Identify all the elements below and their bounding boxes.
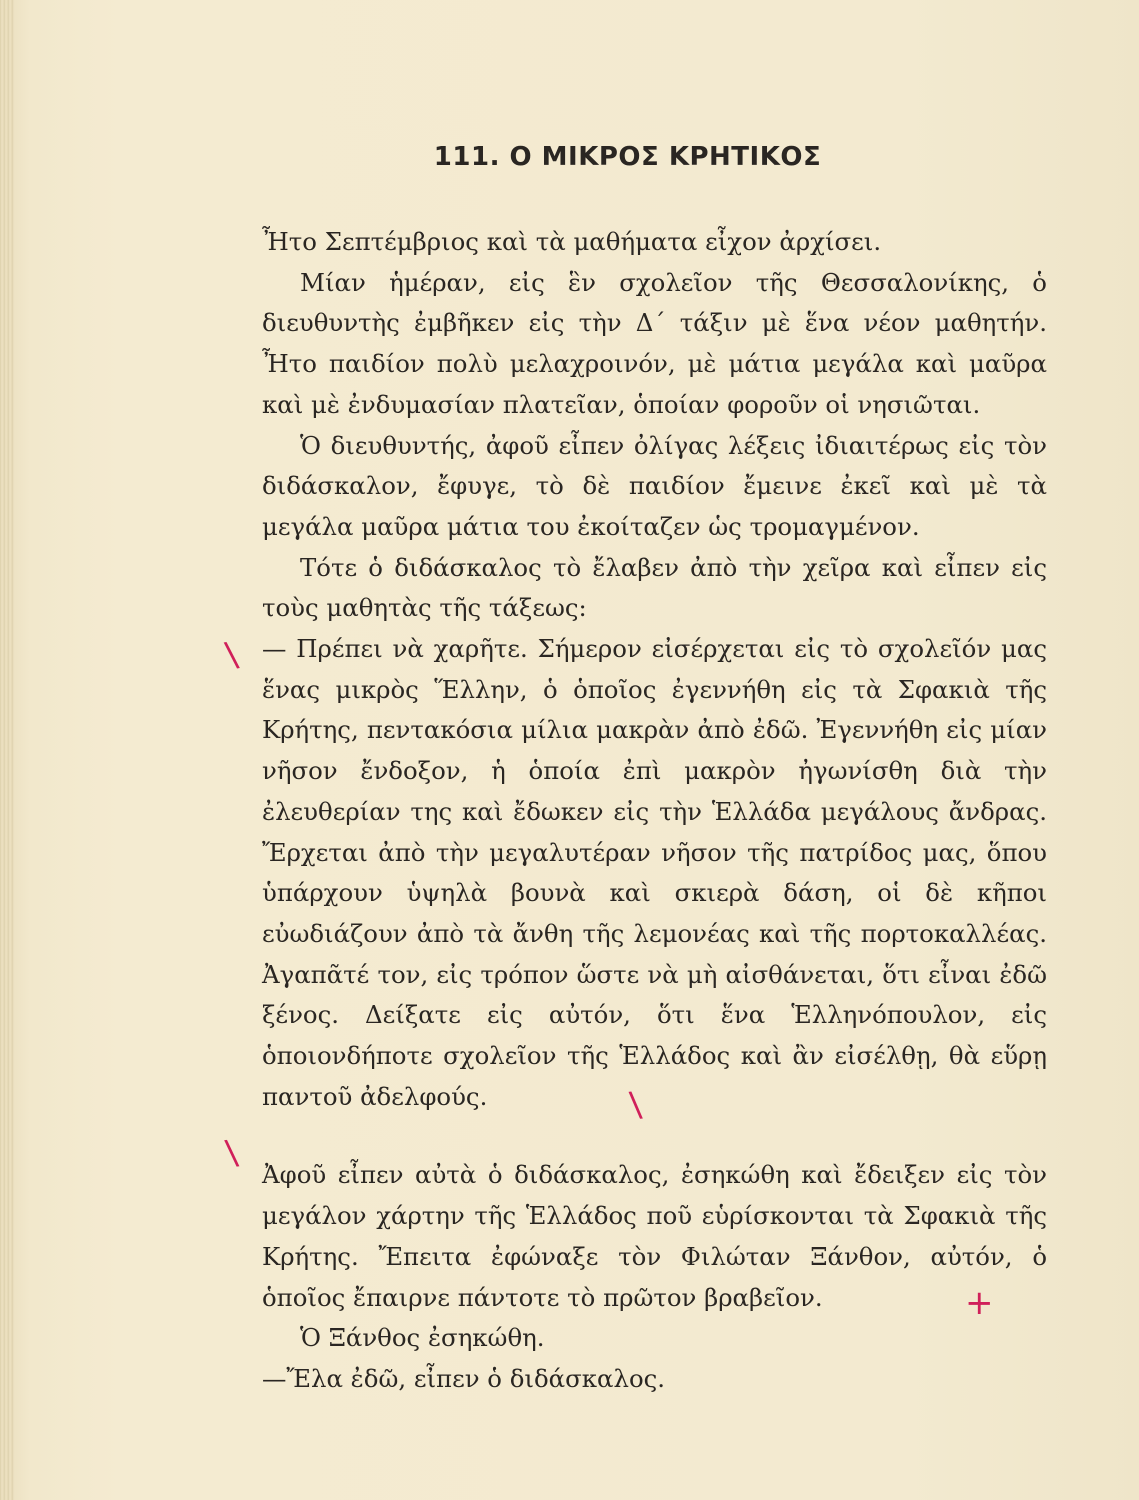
handwritten-mark-paragraph: \	[223, 1132, 241, 1174]
paragraph-8: —Ἔλα ἐδῶ, εἶπεν ὁ διδάσκαλος.	[262, 1363, 666, 1393]
page-edge-shadow	[0, 0, 14, 1500]
chapter-text	[262, 222, 1047, 1400]
paragraph-1: Ἦτο Σεπτέμβριος καὶ τὰ μαθήματα εἶχον ἀρχίσει.	[262, 227, 882, 256]
handwritten-mark-end-speech: \	[627, 1084, 644, 1126]
paragraph-2: Μίαν ἡμέραν, εἰς ἓν σχολεῖον τῆς Θεσσαλονίκης, ὁ διευθυντὴς ἐμβῆκεν εἰς τὴν Δ΄ τάξιν μὲ ἕνα νέον μαθητήν. Ἦτο παιδίον πολὺ μελαχροινόν, μὲ μάτια μεγάλα καὶ μαῦρα καὶ μὲ ἐνδυμασίαν πλατεῖαν, ὁποίαν φοροῦν οἱ νησιῶται.	[262, 267, 1047, 419]
paragraph-4: Τότε ὁ διδάσκαλος τὸ ἔλαβεν ἀπὸ τὴν χεῖρα καὶ εἶπεν εἰς τοὺς μαθητὰς τῆς τάξεως:	[262, 552, 1047, 623]
handwritten-cross-mark: +	[965, 1283, 994, 1323]
paragraph-6: Ἀφοῦ εἶπεν αὐτὰ ὁ διδάσκαλος, ἐσηκώθη καὶ ἔδειξεν εἰς τὸν μεγάλον χάρτην τῆς Ἑλλάδος ποῦ εὑρίσκονται τὰ Σφακιὰ τῆς Κρήτης. Ἔπειτα ἐφώναξε τὸν Φιλώταν Ξάνθον, αὐτόν, ὁ ὁποῖος ἔπαιρνε πάντοτε τὸ πρῶτον βραβεῖον.	[262, 1160, 1047, 1312]
chapter-heading: 111. Ο ΜΙΚΡΟΣ ΚΡΗΤΙΚΟΣ	[433, 142, 822, 172]
paragraph-5-speech: — Πρέπει νὰ χαρῆτε. Σήμερον εἰσέρχεται εἰς τὸ σχολεῖόν μας ἕνας μικρὸς Ἕλλην, ὁ ὁποῖος ἐγεννήθη εἰς τὰ Σφακιὰ τῆς Κρήτης, πεντακόσια μίλια μακρὰν ἀπὸ ἐδῶ. Ἐγεννήθη εἰς μίαν νῆσον ἔνδοξον, ἡ ὁποία ἐπὶ μακρὸν ἠγωνίσθη διὰ τὴν ἐλευθερίαν της καὶ ἔδωκεν εἰς τὴν Ἑλλάδα μεγάλους ἄνδρας. Ἔρχεται ἀπὸ τὴν μεγαλυτέραν νῆσον τῆς πατρίδος μας, ὅπου ὑπάρχουν ὑψηλὰ βουνὰ καὶ σκιερὰ δάση, οἱ δὲ κῆποι εὐωδιάζουν ἀπὸ τὰ ἄνθη τῆς λεμονέας καὶ τῆς πορτοκαλλέας. Ἀγαπᾶτέ τον, εἰς τρόπον ὥστε νὰ μὴ αἰσθάνεται, ὅτι εἶναι ἐδῶ ξένος. Δείξατε εἰς αὐτόν, ὅτι ἕνα Ἑλληνόπουλον, εἰς ὁποιονδήποτε σχολεῖον τῆς Ἑλλάδος καὶ ἂν εἰσέλθῃ, θὰ εὕρῃ παντοῦ ἀδελφούς.	[262, 634, 1047, 1111]
handwritten-mark-start-speech: \	[222, 634, 241, 676]
paragraph-3: Ὁ διευθυντής, ἀφοῦ εἶπεν ὀλίγας λέξεις ἰδιαιτέρως εἰς τὸν διδάσκαλον, ἔφυγε, τὸ δὲ παιδίον ἔμεινε ἐκεῖ καὶ μὲ τὰ μεγάλα μαῦρα μάτια του ἐκοίταζεν ὡς τρομαγμένον.	[262, 430, 1047, 541]
paragraph-7: Ὁ Ξάνθος ἐσηκώθη.	[300, 1323, 545, 1353]
